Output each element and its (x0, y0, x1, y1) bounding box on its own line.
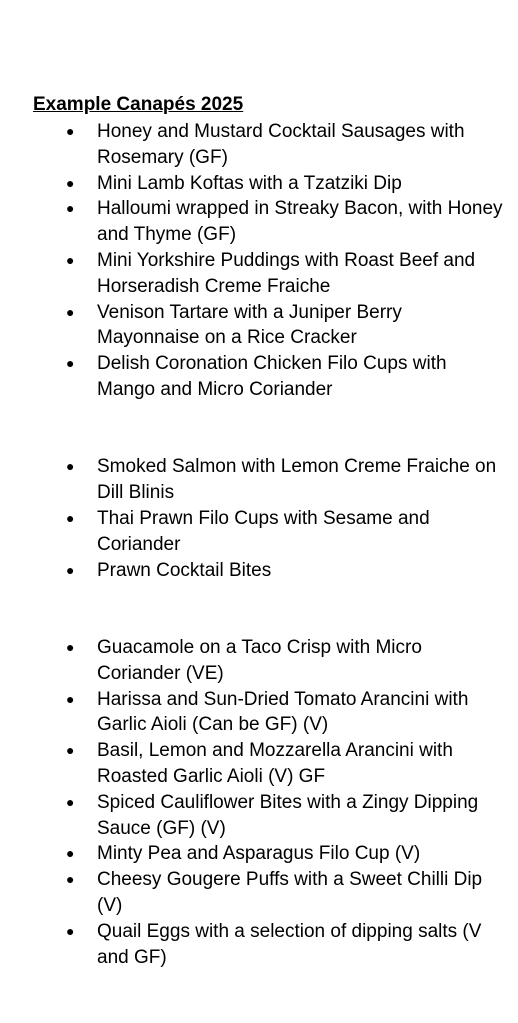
bullet-icon: ● (66, 793, 75, 810)
document-body (33, 93, 503, 970)
list-item (33, 196, 503, 248)
list-item (33, 790, 503, 842)
list-item-text: Guacamole on a Taco Crisp with Micro Coriander (VE) (97, 636, 422, 684)
bullet-icon: ● (66, 303, 75, 320)
list-item (33, 841, 503, 867)
bullet-icon: ● (66, 742, 75, 759)
list-item-text: Minty Pea and Asparagus Filo Cup (V) (97, 843, 421, 865)
canape-list-meat (33, 119, 503, 403)
list-item-text: Harissa and Sun-Dried Tomato Arancini with Garlic Aioli (Can be GF) (V) (97, 688, 469, 736)
list-item-text: Smoked Salmon with Lemon Creme Fraiche on Dill Blinis (97, 456, 497, 504)
list-item (33, 687, 503, 739)
bullet-icon: ● (66, 690, 75, 707)
list-item (33, 171, 503, 197)
document-title: Example Canapés 2025 (33, 94, 244, 115)
list-item (33, 506, 503, 558)
bullet-icon: ● (66, 200, 75, 217)
bullet-icon: ● (66, 922, 75, 939)
list-item-text: Halloumi wrapped in Streaky Bacon, with Honey and Thyme (GF) (97, 198, 503, 246)
list-item (33, 351, 503, 403)
bullet-icon: ● (66, 871, 75, 888)
list-item-text: Thai Prawn Filo Cups with Sesame and Coriander (97, 507, 430, 555)
bullet-icon: ● (66, 251, 75, 268)
bullet-icon: ● (66, 561, 75, 578)
bullet-icon: ● (66, 458, 75, 475)
list-item (33, 738, 503, 790)
list-item-text: Honey and Mustard Cocktail Sausages with Rosemary (GF) (97, 121, 465, 168)
list-item (33, 867, 503, 919)
list-item-text: Prawn Cocktail Bites (97, 559, 272, 581)
list-item (33, 635, 503, 687)
list-item-text: Mini Lamb Koftas with a Tzatziki Dip (97, 172, 402, 194)
list-item (33, 558, 503, 584)
list-item-text: Quail Eggs with a selection of dipping salts (V and GF) (97, 920, 482, 968)
list-item-text: Venison Tartare with a Juniper Berry Mayonnaise on a Rice Cracker (97, 301, 402, 349)
section-spacer (33, 583, 503, 635)
list-item-text: Basil, Lemon and Mozzarella Arancini with Roasted Garlic Aioli (V) GF (97, 740, 453, 787)
list-item (33, 919, 503, 971)
bullet-icon: ● (66, 123, 75, 139)
bullet-icon: ● (66, 845, 75, 862)
canape-list-seafood (33, 454, 503, 583)
list-item (33, 119, 503, 171)
bullet-icon: ● (66, 509, 75, 526)
canape-list-vegetarian (33, 635, 503, 970)
list-item-text: Mini Yorkshire Puddings with Roast Beef and Horseradish Creme Fraiche (97, 249, 476, 297)
bullet-icon: ● (66, 355, 75, 372)
list-item (33, 248, 503, 300)
list-item-text: Delish Coronation Chicken Filo Cups with Mango and Micro Coriander (97, 353, 447, 400)
list-item (33, 454, 503, 506)
list-item-text: Cheesy Gougere Puffs with a Sweet Chilli Dip (V) (97, 869, 483, 916)
bullet-icon: ● (66, 638, 75, 655)
bullet-icon: ● (66, 174, 75, 191)
list-item-text: Spiced Cauliflower Bites with a Zingy Dipping Sauce (GF) (V) (97, 791, 479, 839)
section-spacer (33, 403, 503, 455)
list-item (33, 300, 503, 352)
